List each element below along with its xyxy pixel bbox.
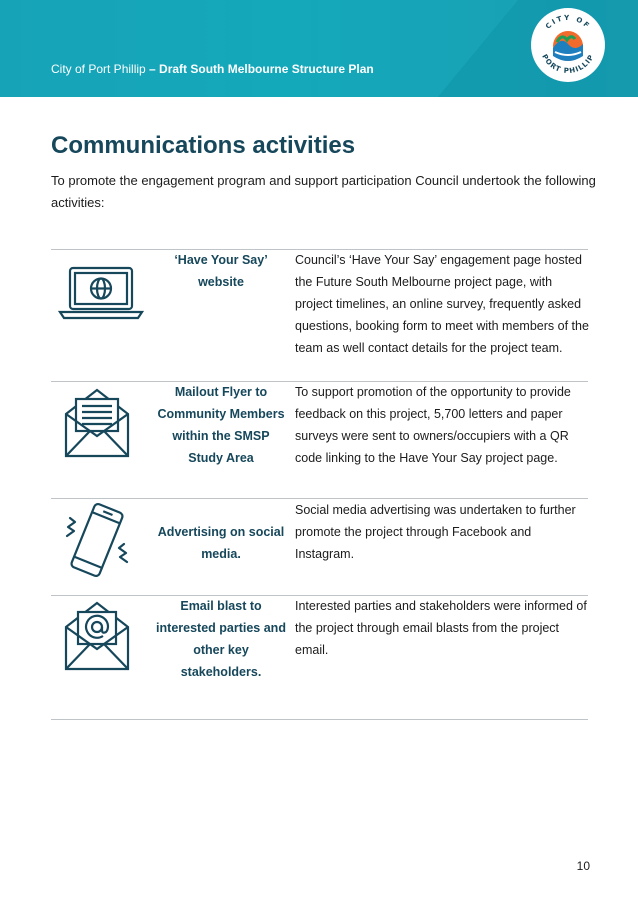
svg-text:CITY OF (544, 14, 592, 31)
activity-title-advertising: Advertising on social media. (157, 525, 285, 561)
table-rule-bottom (51, 719, 588, 720)
header-title (51, 62, 374, 76)
city-of-port-phillip-logo (531, 8, 605, 82)
header-separator: – (145, 62, 160, 76)
logo-text-bottom: PORT PHILLIP (540, 52, 596, 76)
intro-paragraph: To promote the engagement program and support participation Council undertook the following activities: (51, 173, 596, 210)
activity-title-have-your-say: ‘Have Your Say’ website (174, 253, 268, 289)
header-doc-title: Draft South Melbourne Structure Plan (159, 62, 374, 76)
activity-title-mailout-flyer: Mailout Flyer to Community Members within the SMSP Study Area (157, 385, 285, 465)
page-header (0, 0, 638, 97)
page-number: 10 (576, 859, 590, 873)
page-title: Communications activities (51, 132, 356, 159)
activity-description-mailout-flyer: To support promotion of the opportunity to provide feedback on this project, 5,700 letters and paper surveys were sent to owners/occupiers with a QR code linking to the Have Your Say project page. (295, 385, 571, 465)
activity-description-have-your-say: Council’s ‘Have Your Say’ engagement page hosted the Future South Melbourne project page, with project timelines, an online survey, frequently asked questions, booking form to meet with members of the team as well contact details for the project team. (295, 253, 589, 355)
activity-description-email-blast: Interested parties and stakeholders were informed of the project through email blasts from the project email. (295, 599, 587, 657)
header-org: City of Port Phillip (51, 62, 146, 76)
laptop-globe-icon (58, 265, 144, 326)
logo-text-top: CITY OF (544, 13, 592, 31)
mail-letter-icon (63, 386, 131, 465)
activity-title-email-blast: Email blast to interested parties and other key stakeholders. (156, 599, 286, 679)
email-at-icon (63, 599, 131, 678)
mobile-phone-icon (64, 500, 130, 585)
activity-description-advertising: Social media advertising was undertaken to further promote the project through Facebook and Instagram. (295, 503, 576, 561)
